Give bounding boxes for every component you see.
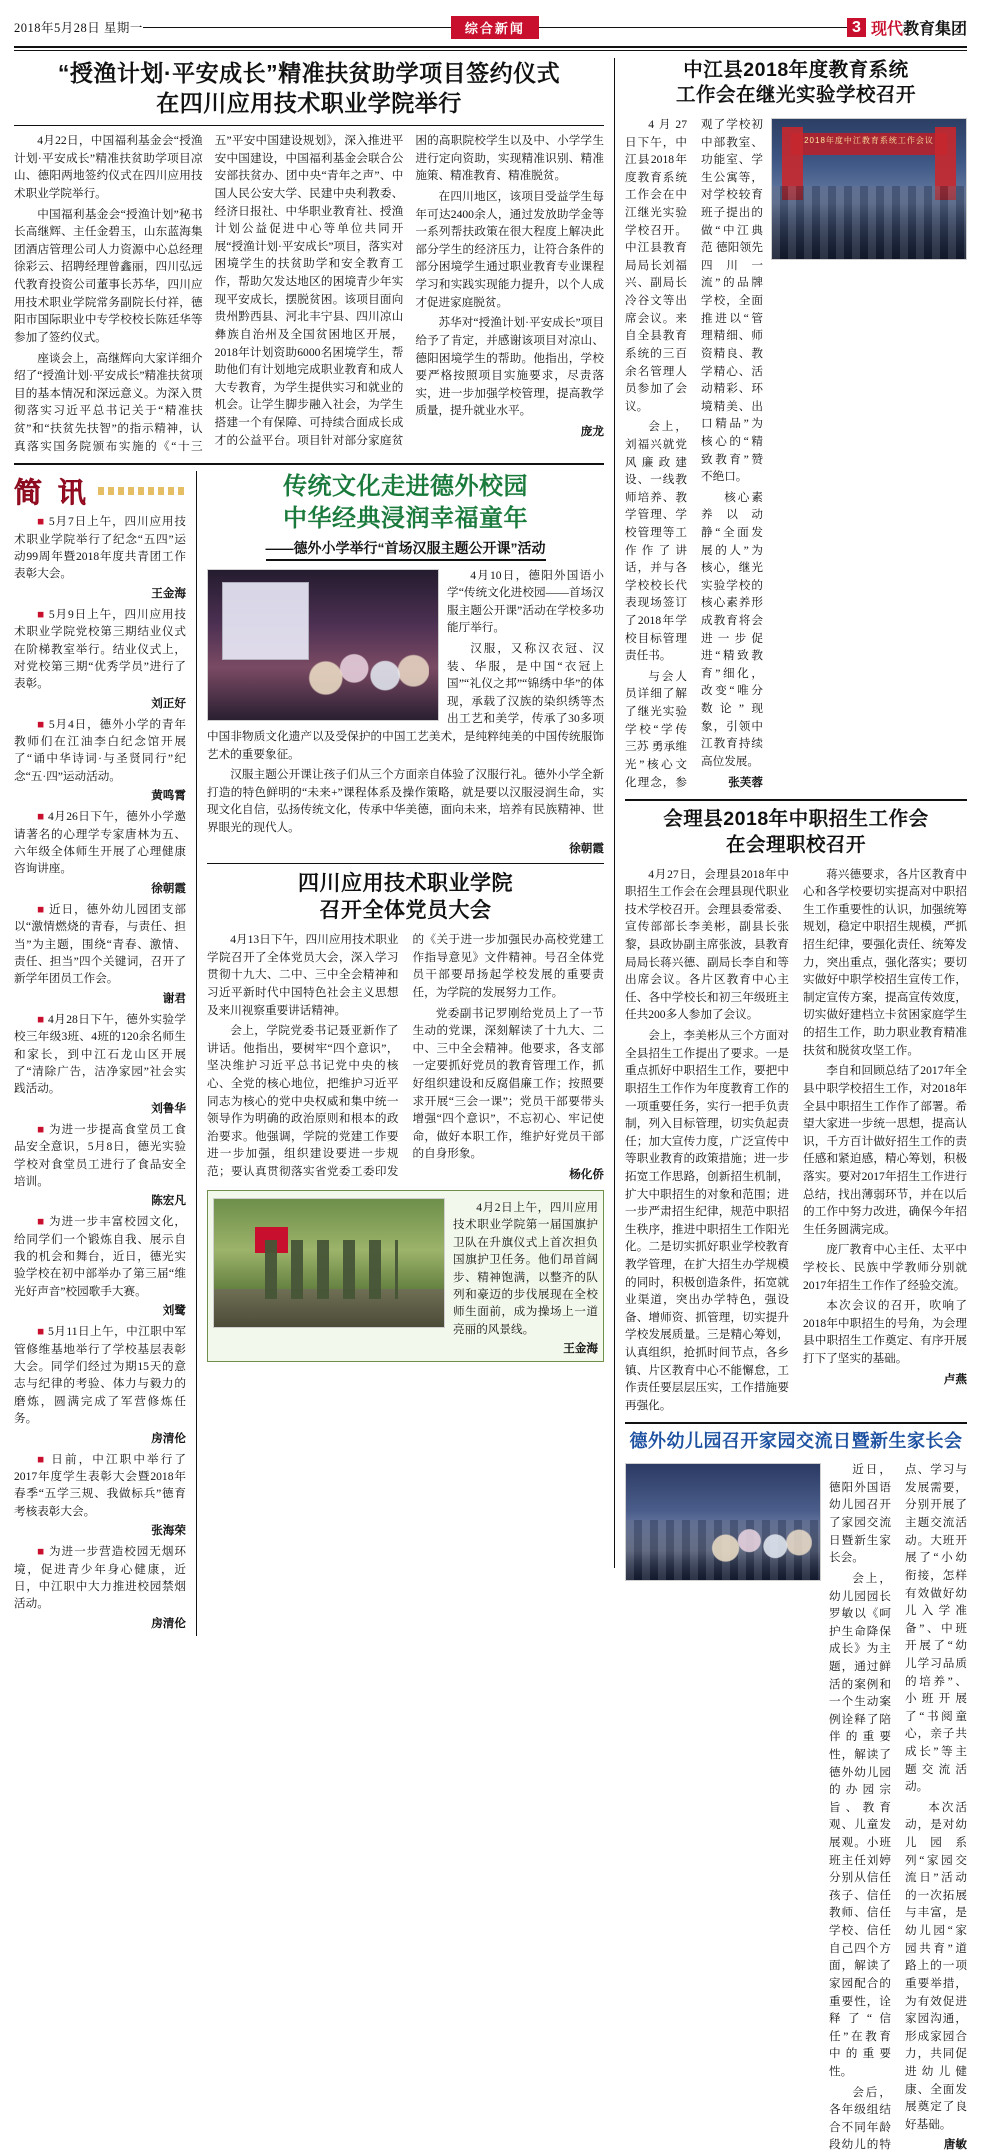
- huili-para: 庞厂教育中心主任、太平中学校长、民族中学教师分别就2017年招生工作作了经验交流。: [803, 1243, 967, 1292]
- brief-byline: 房清伦: [151, 1431, 186, 1445]
- photo-banner-text: 2018年度中江教育系统工作会议: [804, 136, 934, 146]
- lead-headline-line1: “授渔计划·平安成长”精准扶贫助学项目签约仪式: [57, 59, 561, 86]
- lead-headline-line2: 在四川应用技术职业学院举行: [156, 89, 462, 116]
- culture-para: 4月10日，德阳外国语小学“传统文化进校园——首场汉服主题公开课”活动在学校多功能厅举行。: [447, 568, 604, 635]
- article-briefs: [14, 471, 196, 1636]
- briefs-header: [14, 471, 186, 511]
- photo-performers: [300, 594, 429, 714]
- lead-para: 苏华对“授渔计划·平安成长”项目给予了肯定，并感谢该项目对凉山、德阳困境学生的帮助。他指出，学校要严格按照项目实施要求，尽责落实，进一步加强学校管理，提高教学质量，提升就业水平。: [415, 316, 604, 418]
- brief-byline: 陈宏凡: [151, 1194, 186, 1208]
- left-section-rule: [14, 463, 604, 465]
- zhongjiang-byline: 张芙蓉: [728, 775, 763, 789]
- culture-para: 汉服，又称汉衣冠、汉装、华服，是中国“衣冠上国”“礼仪之邦”“锦绣中华”的体现，承载了汉族的染织绣等杰出工艺和美学，传承了30多项中国非物质文化遗产以及受保护的中国工艺美术，是纯粹纯美的中国传统服饰艺术的重要象征。: [207, 641, 604, 761]
- party-headline-line2: 召开全体党员大会: [319, 899, 492, 923]
- culture-headline-line2: 中华经典浸润幸福童年: [283, 504, 528, 532]
- zhongjiang-para: 核心素养以动静“全面发展的人”为核心，继光实验学校的核心素养形成教育将会进一步促进“精致教育”细化，改变“唯分数论”现象，引领中江教育持续高位发展。: [701, 490, 763, 768]
- masthead-divider-2: [14, 50, 967, 51]
- zhongjiang-photo: [771, 118, 967, 260]
- kindergarten-byline: 唐敏: [943, 2138, 967, 2152]
- culture-para: 汉服主题公开课让孩子们从三个方面亲自体验了汉服行礼。德外小学全新打造的特色鲜明的“未来+”课程体系及操作策略，就是要以汉服浸润生命，实现文化自信，弘扬传统文化，传承中华美德，面向未来，培养有民族精神、世界眼光的现代人。: [207, 768, 604, 835]
- party-byline: 杨化侨: [569, 1168, 604, 1182]
- culture-party-rule: [207, 863, 604, 864]
- zhongjiang-headline-line1: 中江县2018年度教育系统: [683, 58, 909, 81]
- article-kindergarten: [625, 1430, 967, 2154]
- article-lead: [14, 58, 604, 456]
- kindergarten-para: 会上，幼儿园园长罗敏以《呵护生命降保成长》为主题，通过鲜活的案例和一个生动案例诠释了陪伴的重要性，解读了德外幼儿园的办园宗旨、教育观、儿童发展观。小班班主任刘婷分别从信任孩子、信任教师、信任学校、信任自己四个方面，解读了家园配合的重要性，诠释了“信任”在教育中的重要性。: [829, 1571, 891, 2078]
- party-body: [207, 931, 604, 1182]
- party-headline-line1: 四川应用技术职业学院: [298, 871, 513, 895]
- section-banner: [143, 16, 847, 39]
- flag-guard-byline: 王金海: [563, 1342, 598, 1356]
- zhongjiang-body: [625, 116, 967, 791]
- photo-honor-guard: [265, 1240, 398, 1299]
- masthead-divider: [14, 46, 967, 48]
- culture-photo: [207, 569, 439, 721]
- page-body: [14, 58, 967, 2152]
- brief-byline: 张海荣: [151, 1524, 186, 1538]
- section-label: 综合新闻: [451, 16, 539, 39]
- left-lower: [14, 471, 604, 1636]
- brief-byline: 房清伦: [151, 1616, 186, 1630]
- lead-para: 座谈会上，高继辉向大家详细介绍了“授渔计划·平安成长”精准扶贫项目的基本情况和深远意义。为深入贯彻落实习近平总书记关于“精准扶贫”和“扶贫先扶智”的指示精神，认真落实国务院颁布实施的《“十三五”平安中国建设规划》，深入推进平安中国建设，中国福利基金会联合公安部扶贫办、团中央“青年之声”、中国人民公安大学、民建中央利教委、经济日报社、中华职业教育社、授渔计划公益促进中心等单位共同开展“授渔计划·平安成长”项目，落实对困境学生的扶贫助学和安全教育工作，帮助欠发达地区的困境青少年实现平安成长，摆脱贫困。该项目面向贵州黔西县、河北丰宁县、四川凉山彝族自治州及全国贫困地区开展，2018年计划资助6000名困境学生，帮助他们有计划地完成职业教育和成人大专教育，为学生提供实习和就业的机会。让学生脚步融入社会，为学生搭建一个有保障、可持续合面成长成才的公益平台。项目针对部分家庭贫困的高职院校学生以及中、小学学生进行定向资助，实现精准识别、精准施策、精准教育、精准脱贫。: [14, 134, 604, 453]
- huili-para: 会上，李美彬从三个方面对全县招生工作提出了要求。一是重点抓好中职招生工作，要把中职招生工作作为年度教育工作的一项重要任务，实行一把手负责制，列入目标管理，切实负起责任；加大宣传力度，广泛宣传中等职业教育的政策措施；进一步拓宽工作思路，创新招生机制，扩大中职招生的对象和范围；进一步严肃招生纪律，规范中职招生秩序，推进中职招生工作阳光化。二是切实抓好职业学校教育教学管理，在扩大招生办学规模的同时，积极创造条件，拓宽就业渠道，突出办学特色，强设备、增师资、抓管理，切实提升学校发展质量。三是精心筹划，认真组织，抢抓时间节点，各乡镇、片区教育中心不能懈怠，工作责任要层层压实，工作措施要再强化。: [625, 1029, 789, 1412]
- brief-byline: 刘鹭: [162, 1304, 186, 1318]
- party-para: 会上，学院党委书记聂亚新作了讲话。他指出，要树牢“四个意识”，坚决维护习近平总书记党中央的核心、全党的核心地位，把维护习近平同志为核心的党中央权威和集中统一领导作为明确的政治原则和根本的政治要求。他强调，学院的党建工作要进一步加强，组织建设要进一步规范；要认真贯彻落实省党委工委印发的《关于进一步加强民办高校党建工作指导意见》文件精神。号召全体党员干部要昂扬起学校发展的重要责任，为学院的发展努力工作。: [207, 933, 604, 1179]
- publication-date: 2018年5月28日 星期一: [14, 21, 143, 35]
- masthead: [14, 10, 967, 44]
- brief-byline: 刘鲁华: [151, 1101, 186, 1115]
- article-party: [207, 870, 604, 1182]
- left-region: [14, 58, 614, 1630]
- brief-item: ■ 为进一步提高食堂员工食品安全意识，5月8日，德光实验学校对食堂员工进行了食品安全培训。: [14, 1122, 186, 1188]
- huili-headline-line1: 会理县2018年中职招生工作会: [663, 808, 929, 831]
- brief-item: ■ 4月28日下午，德外实验学校三年级3班、4班的120余名师生和家长，到中江石龙山区开展了“清除广告，洁净家园”社会实践活动。: [14, 1012, 186, 1096]
- zhongjiang-para: 4月27日下午，中江县2018年度教育系统工作会在中江继光实验学校召开。中江县教育局局长刘福兴、副局长冷谷文等出席会议。来自全县教育系统的三百余名管理人员参加了会议。: [625, 117, 687, 413]
- article-zhongjiang: [625, 58, 967, 792]
- lead-byline: 庞龙: [580, 424, 604, 438]
- brief-item: ■ 4月26日下午，德外小学邀请著名的心理学专家唐林为五、六年级全体师生开展了心理健康咨询讲座。: [14, 810, 186, 876]
- kindergarten-headline: 德外幼儿园召开家园交流日暨新生家长会: [629, 1431, 963, 1452]
- photo-projection-screen: [222, 582, 309, 660]
- brief-item: ■ 5月4日，德外小学的青年教师们在江油李白纪念馆开展了“诵中华诗词·与圣贤同行”纪念“五·四”运动活动。: [14, 717, 186, 783]
- lead-para: 在四川地区，该项目受益学生每年可达2400余人，通过发放助学金等一系列帮扶政策在很大程度上解决此部分学生的经济压力，让符合条件的部分困境学生通过职业教育专业课程学习和实践实现能力提升，以个人成才促进家庭脱贫。: [415, 190, 604, 309]
- huili-para: 4月27日，会理县2018年中职招生工作会在会理县现代职业技术学校召开。会理县委常委、宣传部部长李美彬，副县长张黎，县政协副主席张波，县教育局局长蒋兴德、副局长李自和等出席会议。各片区教育中心主任、各中学校长和初三年级班主任共200多人参加了会议。: [625, 867, 789, 1022]
- right-region: [614, 58, 967, 2152]
- brief-item: ■ 5月9日上午，四川应用技术职业学院党校第三期结业仪式在阶梯教室举行。结业仪式上，对党校第三期“优秀学员”进行了表彰。: [14, 607, 186, 691]
- briefs-decoration: [98, 487, 186, 495]
- lead-para: 4月22日，中国福利基金会“授渔计划·平安成长”精准扶贫助学项目凉山、德阳两地签约仪式在四川应用技术职业学院举行。: [14, 134, 203, 201]
- brief-byline: 徐朝霞: [151, 881, 186, 895]
- zhongjiang-para: 与会人员详细了解了继光实验学校“学传三苏 勇承维光”核心文化理念，参观了学校初中部教室、功能室、学生公寓等，对学校较育班子提出的做“中江典范 德阳领先 四川一流”的品牌学校，全面推进以“管理精细、师资精良、教学精心、活动精彩、环境精美、出口精品”为核心的“精致教育”赞不绝口。: [625, 117, 763, 789]
- kindergarten-text-columns: [829, 1461, 967, 2154]
- article-flag-guard: [207, 1190, 604, 1362]
- lead-para: 中国福利基金会“授渔计划”秘书长高继辉、主任金碧玉，山东蓝海集团酒店管理公司人力资源中心总经理徐彩云、招聘经理曾鑫丽，四川弘远代教育投资公司董事长苏华，四川应用技术职业学院常务副院长付祥，德阳市国际职业中专学校校长陈廷华等参加了签约仪式。: [14, 207, 203, 344]
- page-number: 3: [847, 18, 866, 37]
- brief-byline: 刘正好: [151, 696, 186, 710]
- kindergarten-para: 本次活动，是对幼儿园系列“家园交流日”活动的一次拓展与丰富，是幼儿园“家园共育”道路上的一项重要举措，为有效促进家园沟通，形成家园合力，共同促进幼儿健康、全面发展奠定了良好基础。: [905, 1800, 967, 2131]
- briefs-list: [14, 513, 186, 1631]
- kindergarten-para: 会后，各年级组结合不同年龄段幼儿的特点、学习与发展需要，分别开展了主题交流活动。大班开展了“小幼衔接，怎样有效做好幼儿入学准备”、中班开展了“幼儿学习品质的培养”、小班开展了“书阅童心，亲子共成长”等主题交流活动。: [829, 1463, 967, 2152]
- masthead-brand: [847, 16, 967, 39]
- kindergarten-body: [625, 1461, 967, 2154]
- brief-byline: 黄鸣霄: [151, 789, 186, 803]
- brand-title: [871, 16, 967, 39]
- huili-para: 李自和回顾总结了2017年全县中职学校招生工作，对2018年全县中职招生工作作了部署。希望大家进一步统一思想，提高认识，千方百计做好招生工作的责任感和紧迫感，精心筹划，积极落实。要对2017年招生工作进行总结，找出薄弱环节，并在以后的工作中努力改进，确保今年招生任务圆满完成。: [803, 1064, 967, 1236]
- huili-body: [625, 866, 967, 1415]
- culture-body: [207, 567, 604, 856]
- briefs-title: 简 讯: [14, 477, 90, 509]
- party-para: 4月13日下午，四川应用技术职业学院召开了全体党员大会，深入学习贯彻十九大、二中、三中全会精神和习近平新时代中国特色社会主义思想及来川视察重要讲话精神。: [207, 933, 399, 1017]
- lead-body: [14, 132, 604, 455]
- culture-byline: 徐朝霞: [569, 841, 604, 855]
- brief-item: ■ 日前，中江职中举行了2017年度学生表彰大会暨2018年春季“五学三规、我做标兵”德育考核表彰大会。: [14, 1452, 186, 1518]
- huili-para: 本次会议的召开，吹响了2018年中职招生的号角，为会理县中职招生工作奠定、有序开展打下了坚实的基础。: [803, 1299, 967, 1366]
- flag-guard-photo: [213, 1198, 445, 1328]
- kindergarten-photo: [625, 1463, 821, 1581]
- brand-dark: 教育集团: [902, 20, 967, 38]
- brief-byline: 谢君: [162, 991, 186, 1005]
- lead-rule: [14, 125, 604, 126]
- huili-byline: 卢燕: [943, 1372, 967, 1386]
- article-culture: [207, 471, 604, 855]
- zhongjiang-headline-line2: 工作会在继光实验学校召开: [675, 84, 916, 107]
- brief-item: ■ 为进一步营造校园无烟环境，促进青少年身心健康，近日，中江职中大力推进校园禁烟活动。: [14, 1545, 186, 1611]
- right-rule-2: [625, 1422, 967, 1424]
- zhongjiang-text-columns: [625, 116, 763, 791]
- article-huili: [625, 807, 967, 1414]
- brief-item: ■ 5月7日上午，四川应用技术职业学院举行了纪念“五四”运动99周年暨2018年度共青团工作表彰大会。: [14, 515, 186, 581]
- brief-item: ■ 近日，德外幼儿园团支部以“激情燃烧的青春，与责任、担当”为主题，围绕“青春、激情、责任、担当”四个关键词，召开了新学年团员工作会。: [14, 902, 186, 986]
- brief-item: ■ 5月11日上午，中江职中军管修维基地举行了学校基层表彰大会。同学们经过为期15天的意志与纪律的考验、体力与毅力的磨炼，圆满完成了军营修炼任务。: [14, 1325, 186, 1426]
- huili-headline-line2: 在会理职校召开: [725, 833, 866, 856]
- kindergarten-para: 近日，德阳外国语幼儿园召开了家园交流日暨新生家长会。: [829, 1463, 891, 1565]
- culture-headline-line1: 传统文化走进德外校园: [283, 473, 528, 501]
- huili-para: 蒋兴德要求，各片区教育中心和各学校要切实提高对中职招生工作重要性的认识，加强统筹规划，稳定中职招生规模，严抓招生纪律，要强化责任、统筹发力，突出重点，强化落实；要切实做好中职学校招生宣传工作，制定宣传方案，提高宣传效度，切实做好建档立卡贫困家庭学生的招生工作，助力职业教育精准扶贫和脱贫攻坚工作。: [803, 867, 967, 1057]
- brief-item: ■ 为进一步丰富校园文化，给同学们一个锻炼自我、展示自我的机会和舞台，近日，德光实验学校在初中部举办了第三届“维光好声音”校园歌手大赛。: [14, 1215, 186, 1298]
- right-rule-1: [625, 799, 967, 801]
- party-para: 党委副书记罗刚给党员上了一节生动的党课，深刻解读了十九大、二中、三中全会精神。他要求，各支部一定要抓好党员的教育管理工作，抓好组织建设和反腐倡廉工作；按照要求开展“三会一课”；党员干部要带头增强“四个意识”，不忘初心、牢记使命，做好本职工作，维护好党员干部的自身形象。: [412, 1006, 604, 1161]
- brand-red: 现代: [870, 20, 903, 38]
- photo-speakers: [704, 1483, 813, 1576]
- flag-guard-caption: 4月2日上午，四川应用技术职业学院第一届国旗护卫队在升旗仪式上首次担负国旗护卫任务。他们昂首阔步、精神饱满，以整齐的队列和豪迈的步伐展现在全校师生面前，成为操场上一道亮丽的风景线。: [453, 1201, 598, 1336]
- culture-subtitle: ——德外小学举行“首场汉服主题公开课”活动: [207, 538, 604, 561]
- brief-byline: 王金海: [151, 586, 186, 600]
- left-lower-main: [196, 471, 604, 1636]
- zhongjiang-para: 会上，刘福兴就党风廉政建设、一线教师培养、教学管理、学校管理等工作作了讲话，并与各学校校长代表现场签订了2018年学校目标管理责任书。: [625, 420, 687, 663]
- photo-audience: [772, 186, 966, 259]
